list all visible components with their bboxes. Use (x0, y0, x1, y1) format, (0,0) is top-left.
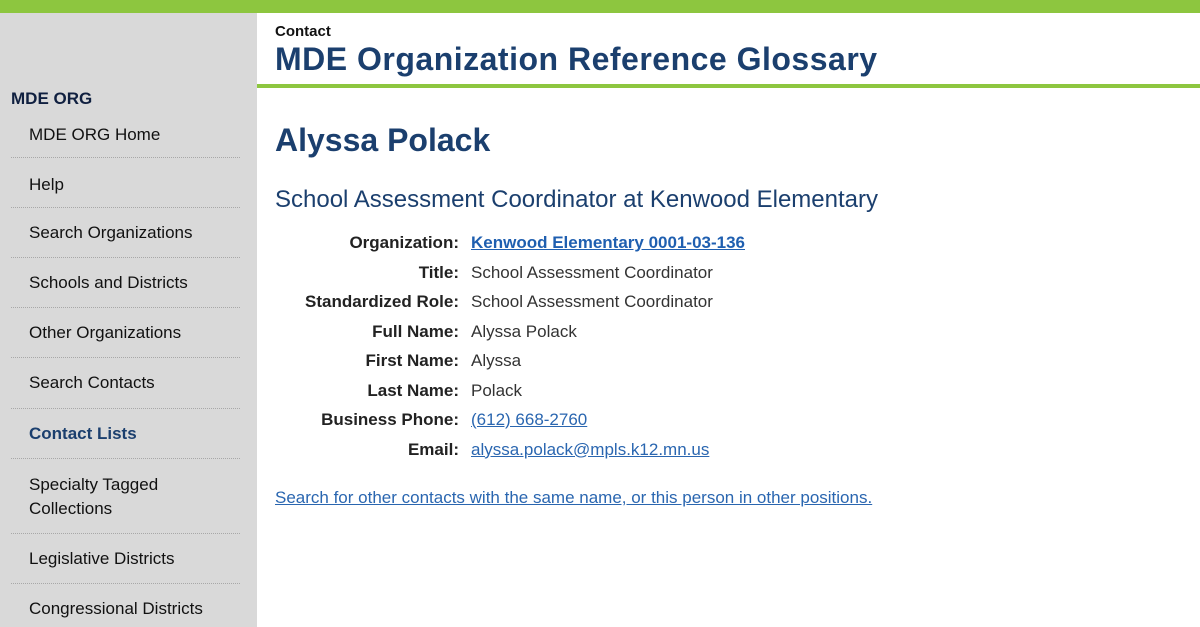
detail-value: Alyssa (471, 351, 522, 370)
sidebar-item-search-contacts[interactable] (11, 358, 240, 409)
sidebar-item-label: Schools and Districts (29, 273, 188, 292)
sidebar-heading: MDE ORG (11, 89, 93, 108)
detail-row-title (275, 260, 975, 290)
sidebar-item-help[interactable] (11, 158, 240, 208)
detail-value: School Assessment Coordinator (471, 292, 713, 311)
detail-row-standardized-role (275, 289, 975, 319)
header-kicker: Contact (275, 23, 331, 40)
detail-label: First Name: (365, 351, 459, 370)
sidebar-item-label: Search Organizations (29, 223, 193, 242)
detail-row-business-phone (275, 407, 975, 437)
sidebar-item-label: Help (29, 175, 64, 194)
detail-row-full-name (275, 319, 975, 349)
detail-value: School Assessment Coordinator (471, 262, 713, 282)
sidebar-item-contact-lists[interactable] (11, 409, 240, 459)
detail-label: Organization: (349, 233, 459, 252)
sidebar-item-label: MDE ORG Home (29, 125, 161, 144)
detail-value: Polack (471, 380, 523, 400)
sidebar-item-schools-and-districts[interactable] (11, 258, 240, 308)
email-link[interactable]: alyssa.polack@mpls.k12.mn.us (471, 439, 710, 459)
sidebar-item-search-organizations[interactable] (11, 208, 240, 258)
organization-link[interactable]: Kenwood Elementary 0001-03-136 (471, 233, 746, 252)
sidebar-item-other-organizations[interactable] (11, 308, 240, 358)
sidebar-item-label: Search Contacts (29, 373, 155, 392)
person-name: Alyssa Polack (275, 122, 491, 158)
detail-value: Alyssa Polack (471, 321, 577, 341)
detail-row-last-name (275, 378, 975, 408)
detail-label: Standardized Role: (305, 292, 459, 311)
sidebar-item-label: Congressional Districts (29, 599, 203, 618)
detail-row-organization (275, 230, 975, 260)
sidebar-item-mde-org-home[interactable] (11, 109, 240, 158)
detail-row-email (275, 437, 975, 467)
contact-details (275, 230, 975, 466)
search-other-contacts-link[interactable]: Search for other contacts with the same name, or this person in other positions. (275, 488, 873, 507)
sidebar-item-legislative-districts[interactable] (11, 534, 240, 584)
detail-label: Title: (418, 262, 459, 282)
sidebar-item-label: Specialty Tagged Collections (29, 475, 159, 518)
detail-label: Business Phone: (321, 410, 459, 429)
detail-label: Last Name: (367, 380, 459, 400)
sidebar-item-label: Contact Lists (29, 424, 137, 443)
detail-label: Full Name: (372, 321, 459, 341)
sidebar (0, 13, 257, 627)
page-header (257, 13, 1200, 88)
top-accent-bar (0, 0, 1200, 13)
site-title: MDE Organization Reference Glossary (275, 41, 878, 77)
detail-row-first-name (275, 348, 975, 378)
sidebar-nav (11, 109, 240, 624)
sidebar-item-label: Legislative Districts (29, 549, 175, 568)
sidebar-item-congressional-districts[interactable] (11, 584, 240, 624)
sidebar-item-label: Other Organizations (29, 323, 182, 342)
sidebar-item-specialty-tagged-collections[interactable] (11, 459, 240, 534)
position-title: School Assessment Coordinator at Kenwood Elementary (275, 186, 878, 213)
detail-label: Email: (407, 439, 459, 459)
phone-link[interactable]: (612) 668-2760 (471, 410, 588, 429)
